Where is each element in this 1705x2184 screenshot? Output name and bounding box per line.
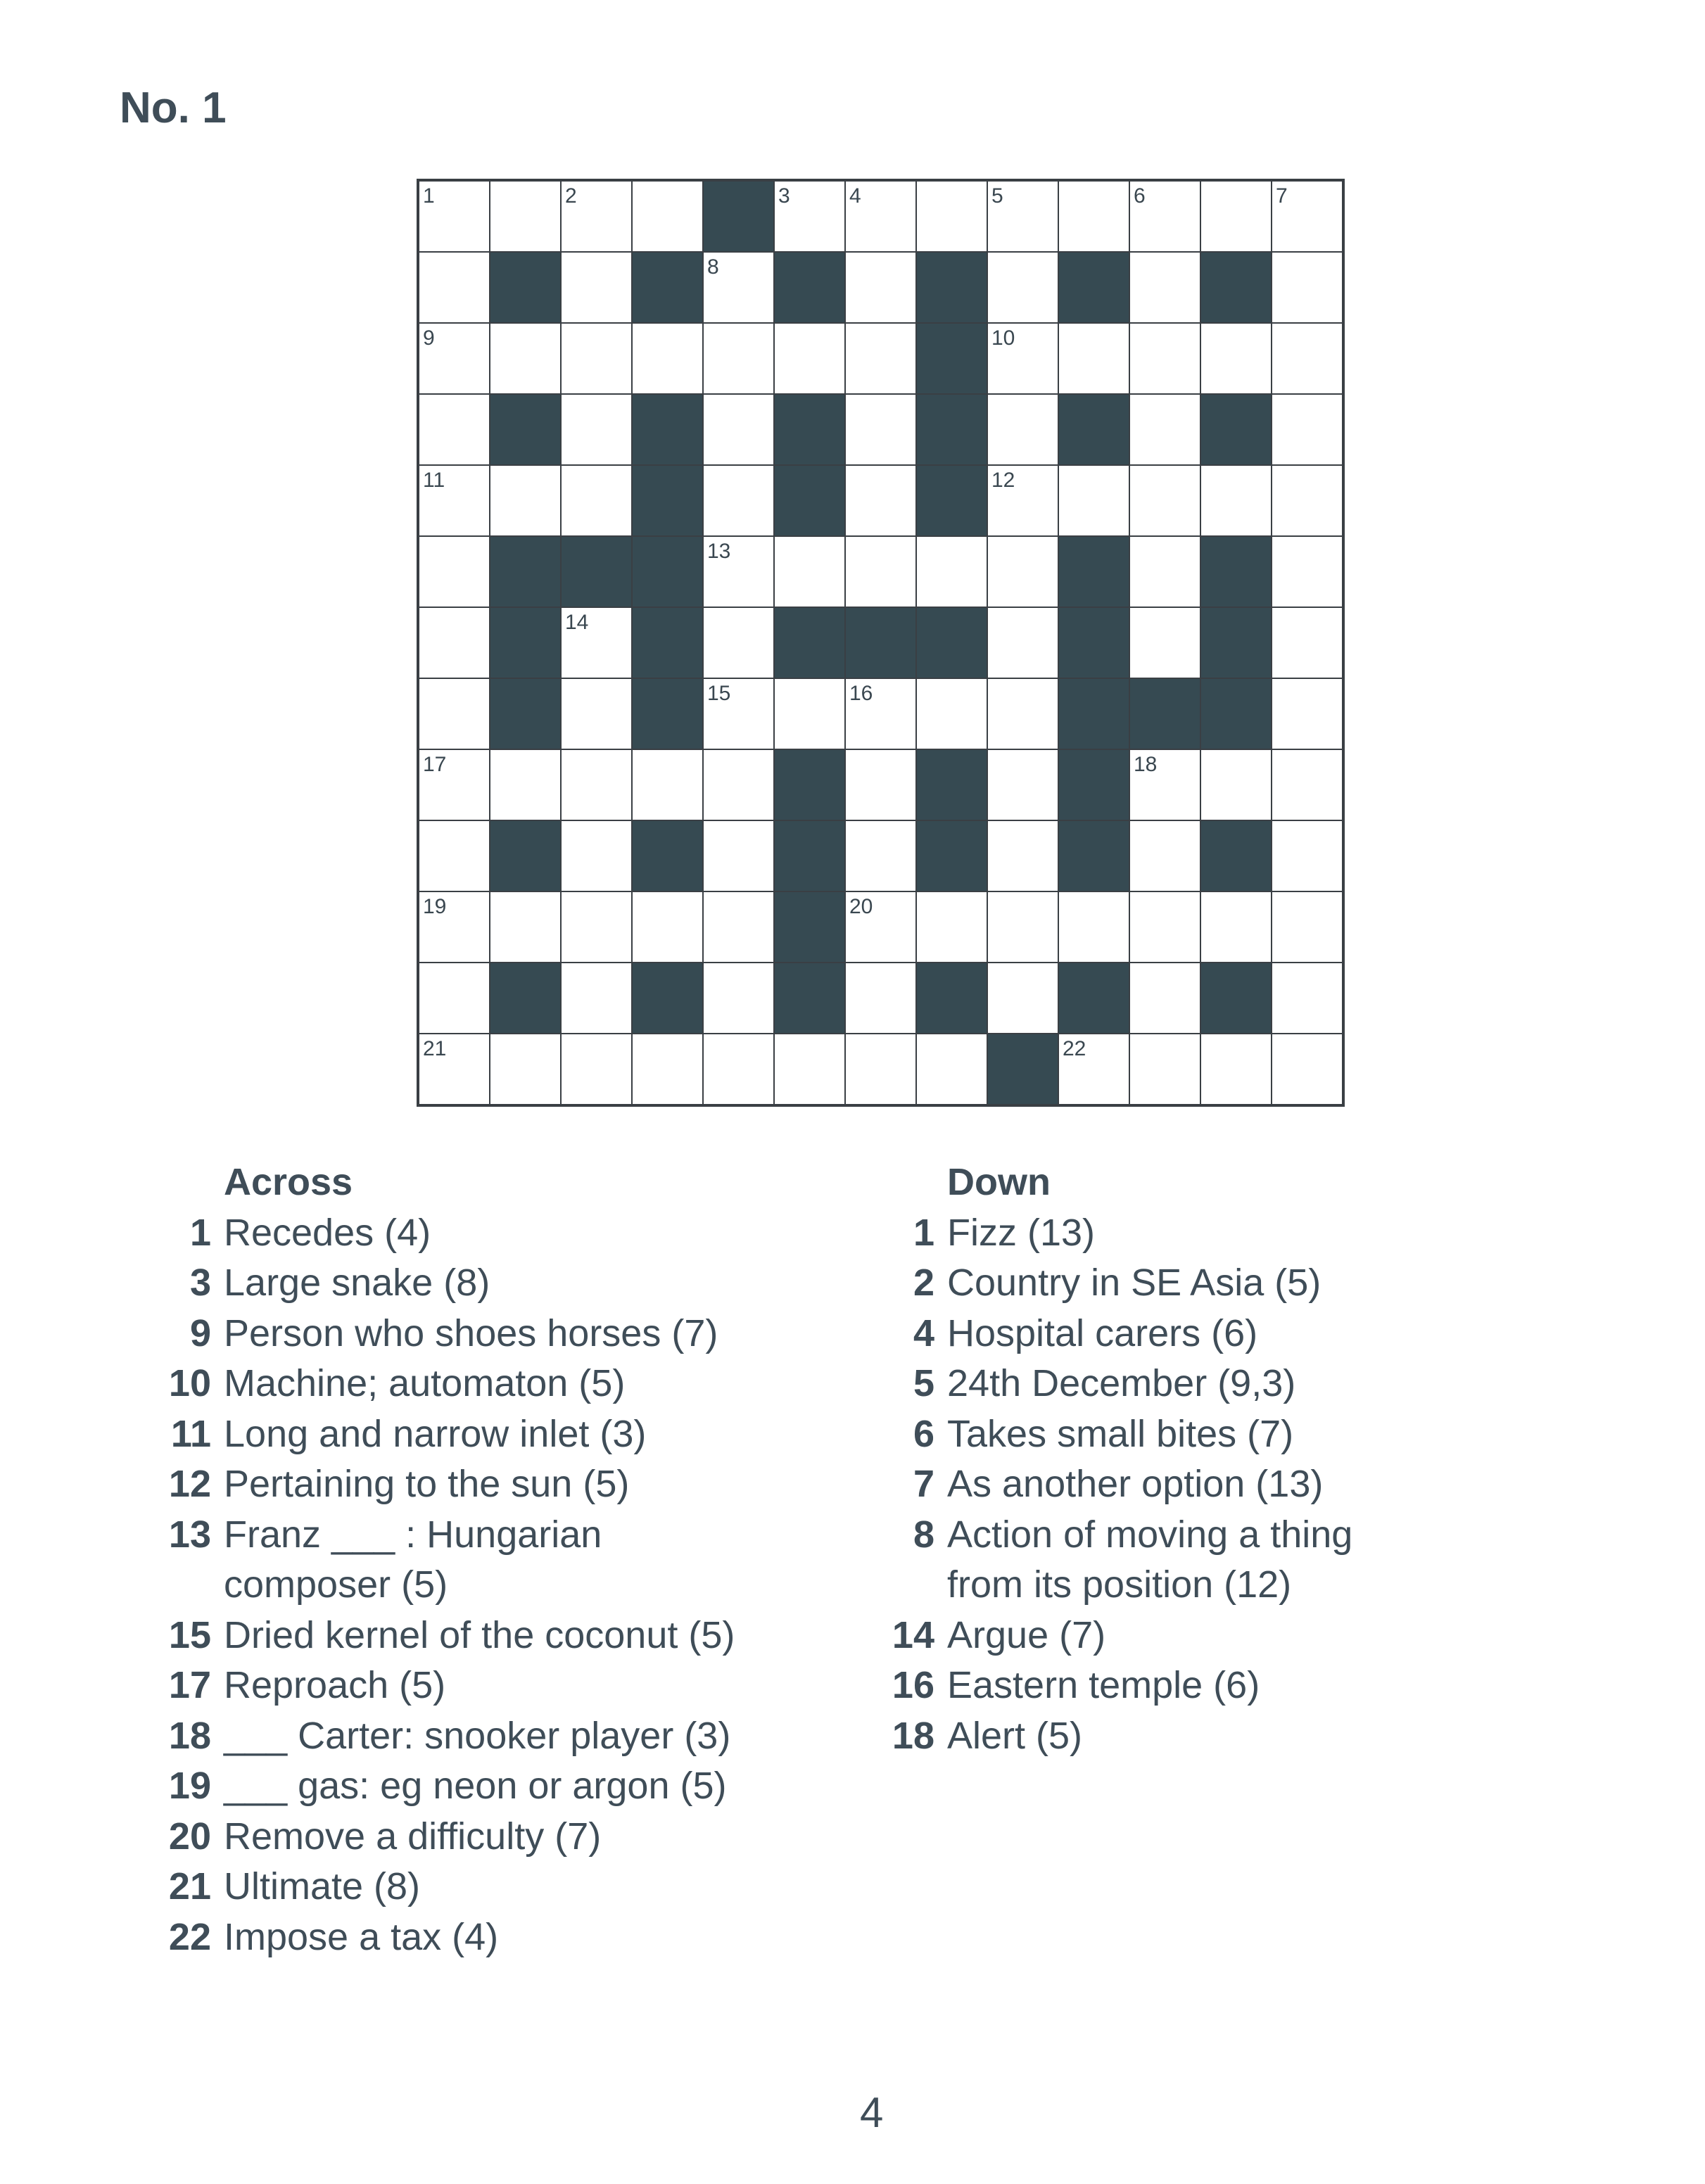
across-clue xyxy=(145,1510,849,1561)
down-clue xyxy=(868,1510,1502,1561)
grid-cell[interactable] xyxy=(1129,607,1200,678)
grid-cell[interactable] xyxy=(1272,607,1343,678)
black-cell xyxy=(1058,607,1129,678)
black-cell xyxy=(632,820,703,891)
clue-number: 1 xyxy=(913,1211,934,1254)
cell-number: 3 xyxy=(778,184,790,208)
clue-number xyxy=(868,1560,934,1611)
grid-cell[interactable] xyxy=(419,749,490,820)
grid-cell[interactable] xyxy=(1058,891,1129,963)
grid-cell[interactable] xyxy=(490,891,561,963)
grid-cell[interactable] xyxy=(1272,323,1343,394)
clue-number xyxy=(145,1560,211,1611)
across-clue xyxy=(145,1812,849,1862)
clue-number: 8 xyxy=(913,1513,934,1556)
grid-cell[interactable] xyxy=(987,394,1058,465)
grid-cell[interactable] xyxy=(561,181,632,252)
across-clues xyxy=(145,1157,849,1962)
clue-text: Person who shoes horses (7) xyxy=(224,1312,718,1354)
clue-number: 15 xyxy=(168,1613,211,1656)
clue-text: Ultimate (8) xyxy=(224,1865,421,1907)
grid-cell[interactable] xyxy=(987,749,1058,820)
cell-number: 22 xyxy=(1063,1037,1086,1060)
clue-number: 1 xyxy=(189,1211,211,1254)
black-cell xyxy=(490,607,561,678)
black-cell xyxy=(916,820,987,891)
puzzle-title: No. 1 xyxy=(120,84,227,132)
grid-cell[interactable] xyxy=(419,1034,490,1105)
grid-cell[interactable] xyxy=(561,1034,632,1105)
grid-cell[interactable] xyxy=(1200,891,1272,963)
black-cell xyxy=(632,536,703,607)
clue-text: Reproach (5) xyxy=(224,1664,446,1706)
clue-text: Argue (7) xyxy=(947,1613,1106,1656)
black-cell xyxy=(1200,678,1272,749)
clue-number: 12 xyxy=(168,1463,211,1505)
clue-number: 18 xyxy=(168,1714,211,1757)
clue-number: 22 xyxy=(168,1915,211,1958)
grid-cell[interactable] xyxy=(1058,181,1129,252)
black-cell xyxy=(632,963,703,1034)
grid-cell[interactable] xyxy=(1200,465,1272,536)
black-cell xyxy=(703,181,774,252)
clue-number: 3 xyxy=(189,1262,211,1304)
grid-cell[interactable] xyxy=(987,536,1058,607)
grid-cell[interactable] xyxy=(774,323,845,394)
black-cell xyxy=(1200,820,1272,891)
grid-cell[interactable] xyxy=(845,749,916,820)
grid-cell[interactable] xyxy=(1129,749,1200,820)
down-clues xyxy=(868,1157,1502,1761)
black-cell xyxy=(632,607,703,678)
grid-cell[interactable] xyxy=(845,963,916,1034)
clue-number: 4 xyxy=(913,1312,934,1354)
grid-cell[interactable] xyxy=(987,678,1058,749)
grid-cell[interactable] xyxy=(632,749,703,820)
grid-cell[interactable] xyxy=(987,607,1058,678)
cell-number: 13 xyxy=(707,540,731,563)
clue-text: Impose a tax (4) xyxy=(224,1915,499,1958)
grid-cell[interactable] xyxy=(561,252,632,323)
grid-cell[interactable] xyxy=(1272,252,1343,323)
grid-cell[interactable] xyxy=(774,536,845,607)
grid-cell[interactable] xyxy=(703,820,774,891)
grid-cell[interactable] xyxy=(419,252,490,323)
grid-cell[interactable] xyxy=(1200,749,1272,820)
grid-cell[interactable] xyxy=(703,891,774,963)
black-cell xyxy=(1200,394,1272,465)
grid-cell[interactable] xyxy=(1272,1034,1343,1105)
grid-cell[interactable] xyxy=(419,820,490,891)
grid-cell[interactable] xyxy=(561,465,632,536)
grid-cell[interactable] xyxy=(1129,891,1200,963)
grid-cell[interactable] xyxy=(703,252,774,323)
down-heading: Down xyxy=(947,1161,1051,1203)
black-cell xyxy=(1200,963,1272,1034)
grid-cell[interactable] xyxy=(1272,963,1343,1034)
black-cell xyxy=(1058,252,1129,323)
across-heading: Across xyxy=(224,1161,353,1203)
grid-cell[interactable] xyxy=(916,1034,987,1105)
grid-cell[interactable] xyxy=(561,749,632,820)
grid-cell[interactable] xyxy=(774,678,845,749)
grid-cell[interactable] xyxy=(419,394,490,465)
clue-text: Dried kernel of the coconut (5) xyxy=(224,1613,735,1656)
clue-text: Franz ___ : Hungarian xyxy=(224,1513,602,1556)
grid-cell[interactable] xyxy=(845,1034,916,1105)
grid-cell[interactable] xyxy=(1129,181,1200,252)
grid-cell[interactable] xyxy=(1129,536,1200,607)
cell-number: 21 xyxy=(423,1037,447,1060)
clue-number: 6 xyxy=(913,1412,934,1455)
grid-cell[interactable] xyxy=(490,181,561,252)
grid-cell[interactable] xyxy=(1272,465,1343,536)
clue-text: Alert (5) xyxy=(947,1714,1083,1757)
black-cell xyxy=(1058,820,1129,891)
cell-number: 17 xyxy=(423,753,447,776)
black-cell xyxy=(1129,678,1200,749)
grid-cell[interactable] xyxy=(1129,394,1200,465)
down-clue xyxy=(868,1309,1502,1359)
grid-cell[interactable] xyxy=(916,678,987,749)
grid-cell[interactable] xyxy=(1200,323,1272,394)
grid-cell[interactable] xyxy=(419,536,490,607)
clue-text: Machine; automaton (5) xyxy=(224,1362,626,1404)
clue-number: 21 xyxy=(168,1865,211,1907)
black-cell xyxy=(774,963,845,1034)
clue-number: 16 xyxy=(892,1664,934,1706)
grid-cell[interactable] xyxy=(845,181,916,252)
grid-cell[interactable] xyxy=(845,820,916,891)
grid-cell[interactable] xyxy=(987,891,1058,963)
grid-cell[interactable] xyxy=(632,181,703,252)
grid-cell[interactable] xyxy=(987,465,1058,536)
grid-cell[interactable] xyxy=(419,181,490,252)
grid-cell[interactable] xyxy=(561,963,632,1034)
clue-number: 13 xyxy=(168,1513,211,1556)
cell-number: 20 xyxy=(849,895,873,918)
clue-number: 9 xyxy=(189,1312,211,1354)
clue-text: Hospital carers (6) xyxy=(947,1312,1258,1354)
grid-cell[interactable] xyxy=(561,394,632,465)
grid-cell[interactable] xyxy=(561,891,632,963)
across-clue xyxy=(145,1258,849,1309)
cell-number: 6 xyxy=(1134,184,1146,208)
grid-cell[interactable] xyxy=(845,465,916,536)
black-cell xyxy=(774,252,845,323)
across-clue xyxy=(145,1208,849,1259)
black-cell xyxy=(916,323,987,394)
grid-cell[interactable] xyxy=(845,536,916,607)
grid-cell[interactable] xyxy=(703,536,774,607)
down-clue xyxy=(868,1409,1502,1460)
black-cell xyxy=(1200,252,1272,323)
black-cell xyxy=(632,465,703,536)
grid-cell[interactable] xyxy=(632,891,703,963)
clue-text: Country in SE Asia (5) xyxy=(947,1262,1321,1304)
clue-number: 11 xyxy=(170,1412,211,1455)
black-cell xyxy=(774,394,845,465)
cell-number: 11 xyxy=(423,469,445,492)
grid-cell[interactable] xyxy=(774,181,845,252)
clue-text: Large snake (8) xyxy=(224,1262,490,1304)
black-cell xyxy=(845,607,916,678)
grid-cell[interactable] xyxy=(703,394,774,465)
grid-cell[interactable] xyxy=(703,323,774,394)
grid-cell[interactable] xyxy=(419,323,490,394)
grid-cell[interactable] xyxy=(490,1034,561,1105)
across-clue xyxy=(145,1761,849,1812)
grid-cell[interactable] xyxy=(845,252,916,323)
cell-number: 10 xyxy=(991,326,1015,350)
clue-number: 17 xyxy=(168,1664,211,1706)
cell-number: 12 xyxy=(991,469,1015,492)
clue-number: 20 xyxy=(168,1815,211,1858)
grid-cell[interactable] xyxy=(1129,465,1200,536)
grid-cell[interactable] xyxy=(845,394,916,465)
grid-cell[interactable] xyxy=(987,963,1058,1034)
black-cell xyxy=(561,536,632,607)
grid-cell[interactable] xyxy=(703,963,774,1034)
grid-cell[interactable] xyxy=(703,465,774,536)
grid-cell[interactable] xyxy=(490,465,561,536)
down-clue xyxy=(868,1611,1502,1661)
black-cell xyxy=(774,607,845,678)
grid-cell[interactable] xyxy=(1129,323,1200,394)
black-cell xyxy=(490,394,561,465)
across-clue xyxy=(145,1862,849,1912)
grid-cell[interactable] xyxy=(561,820,632,891)
grid-cell[interactable] xyxy=(845,678,916,749)
clue-text: ___ Carter: snooker player (3) xyxy=(224,1714,731,1757)
across-clue xyxy=(145,1711,849,1762)
page-number: 4 xyxy=(860,2089,884,2136)
grid-cell[interactable] xyxy=(703,749,774,820)
down-clue xyxy=(868,1560,1502,1611)
clue-number: 18 xyxy=(892,1714,934,1757)
black-cell xyxy=(774,465,845,536)
grid-cell[interactable] xyxy=(1272,678,1343,749)
grid-cell[interactable] xyxy=(703,607,774,678)
grid-cell[interactable] xyxy=(1129,1034,1200,1105)
clue-text: Remove a difficulty (7) xyxy=(224,1815,602,1858)
black-cell xyxy=(916,465,987,536)
black-cell xyxy=(1058,536,1129,607)
across-clue xyxy=(145,1560,849,1611)
grid-cell[interactable] xyxy=(1058,1034,1129,1105)
clue-text: Long and narrow inlet (3) xyxy=(224,1412,647,1455)
clue-text: Takes small bites (7) xyxy=(947,1412,1294,1455)
down-clue xyxy=(868,1459,1502,1510)
cell-number: 4 xyxy=(849,184,861,208)
across-clue xyxy=(145,1661,849,1711)
down-clue xyxy=(868,1661,1502,1711)
grid-cell[interactable] xyxy=(419,607,490,678)
grid-cell[interactable] xyxy=(1129,252,1200,323)
grid-cell[interactable] xyxy=(632,1034,703,1105)
black-cell xyxy=(1200,536,1272,607)
black-cell xyxy=(774,749,845,820)
cell-number: 1 xyxy=(423,184,435,208)
down-clue xyxy=(868,1258,1502,1309)
cell-number: 9 xyxy=(423,326,435,350)
grid-cell[interactable] xyxy=(1272,820,1343,891)
black-cell xyxy=(490,536,561,607)
grid-cell[interactable] xyxy=(1272,891,1343,963)
down-clue xyxy=(868,1359,1502,1409)
down-clue xyxy=(868,1208,1502,1259)
black-cell xyxy=(916,252,987,323)
black-cell xyxy=(490,820,561,891)
grid-cell[interactable] xyxy=(1200,181,1272,252)
grid-cell[interactable] xyxy=(490,749,561,820)
grid-cell[interactable] xyxy=(1129,820,1200,891)
grid-cell[interactable] xyxy=(987,323,1058,394)
grid-cell[interactable] xyxy=(916,181,987,252)
clue-text: Fizz (13) xyxy=(947,1211,1096,1254)
grid-cell[interactable] xyxy=(561,607,632,678)
grid-cell[interactable] xyxy=(1272,536,1343,607)
grid-cell[interactable] xyxy=(561,323,632,394)
grid-cell[interactable] xyxy=(1272,394,1343,465)
clue-text: Pertaining to the sun (5) xyxy=(224,1463,630,1505)
grid-cell[interactable] xyxy=(987,252,1058,323)
black-cell xyxy=(774,820,845,891)
clue-number: 2 xyxy=(913,1262,934,1304)
black-cell xyxy=(632,678,703,749)
black-cell xyxy=(916,394,987,465)
clue-text: As another option (13) xyxy=(947,1463,1324,1505)
black-cell xyxy=(490,678,561,749)
black-cell xyxy=(987,1034,1058,1105)
grid-cell[interactable] xyxy=(419,465,490,536)
grid-cell[interactable] xyxy=(632,323,703,394)
clue-text: from its position (12) xyxy=(947,1563,1292,1606)
black-cell xyxy=(632,394,703,465)
grid-cell[interactable] xyxy=(1272,749,1343,820)
grid-cell[interactable] xyxy=(916,891,987,963)
across-clue xyxy=(145,1611,849,1661)
grid-cell[interactable] xyxy=(1058,465,1129,536)
across-clue xyxy=(145,1409,849,1460)
grid-cell[interactable] xyxy=(1129,963,1200,1034)
grid-cell[interactable] xyxy=(703,1034,774,1105)
crossword-grid xyxy=(417,179,1345,1107)
grid-cell[interactable] xyxy=(419,678,490,749)
black-cell xyxy=(774,891,845,963)
cell-number: 14 xyxy=(565,611,589,634)
cell-number: 18 xyxy=(1134,753,1158,776)
clue-text: ___ gas: eg neon or argon (5) xyxy=(224,1765,727,1807)
clue-number: 5 xyxy=(913,1362,934,1404)
across-clue xyxy=(145,1309,849,1359)
clue-text: Eastern temple (6) xyxy=(947,1664,1260,1706)
clue-number: 7 xyxy=(913,1463,934,1505)
grid-cell[interactable] xyxy=(1272,181,1343,252)
black-cell xyxy=(916,963,987,1034)
black-cell xyxy=(1058,394,1129,465)
grid-cell[interactable] xyxy=(845,323,916,394)
clue-number: 19 xyxy=(168,1765,211,1807)
black-cell xyxy=(916,607,987,678)
grid-cell[interactable] xyxy=(419,963,490,1034)
cell-number: 19 xyxy=(423,895,447,918)
clue-text: 24th December (9,3) xyxy=(947,1362,1296,1404)
grid-cell[interactable] xyxy=(703,678,774,749)
cell-number: 5 xyxy=(991,184,1003,208)
cell-number: 16 xyxy=(849,682,873,705)
grid-cell[interactable] xyxy=(987,820,1058,891)
grid-cell[interactable] xyxy=(987,181,1058,252)
grid-cell[interactable] xyxy=(490,323,561,394)
across-clue xyxy=(145,1912,849,1963)
cell-number: 8 xyxy=(707,255,719,279)
clue-text: composer (5) xyxy=(224,1563,448,1606)
black-cell xyxy=(632,252,703,323)
grid-cell[interactable] xyxy=(419,891,490,963)
grid-cell[interactable] xyxy=(774,1034,845,1105)
across-clue xyxy=(145,1459,849,1510)
black-cell xyxy=(916,749,987,820)
grid-cell[interactable] xyxy=(845,891,916,963)
black-cell xyxy=(490,963,561,1034)
clue-number: 14 xyxy=(892,1613,934,1656)
cell-number: 2 xyxy=(565,184,577,208)
cell-number: 7 xyxy=(1276,184,1288,208)
grid-cell[interactable] xyxy=(1200,1034,1272,1105)
black-cell xyxy=(1200,607,1272,678)
across-clue xyxy=(145,1359,849,1409)
black-cell xyxy=(1058,963,1129,1034)
clue-text: Action of moving a thing xyxy=(947,1513,1353,1556)
black-cell xyxy=(1058,678,1129,749)
clue-text: Recedes (4) xyxy=(224,1211,431,1254)
black-cell xyxy=(1058,749,1129,820)
cell-number: 15 xyxy=(707,682,731,705)
grid-cell[interactable] xyxy=(916,536,987,607)
down-clue xyxy=(868,1711,1502,1762)
grid-cell[interactable] xyxy=(1058,323,1129,394)
grid-cell[interactable] xyxy=(561,678,632,749)
black-cell xyxy=(490,252,561,323)
clue-number: 10 xyxy=(168,1362,211,1404)
